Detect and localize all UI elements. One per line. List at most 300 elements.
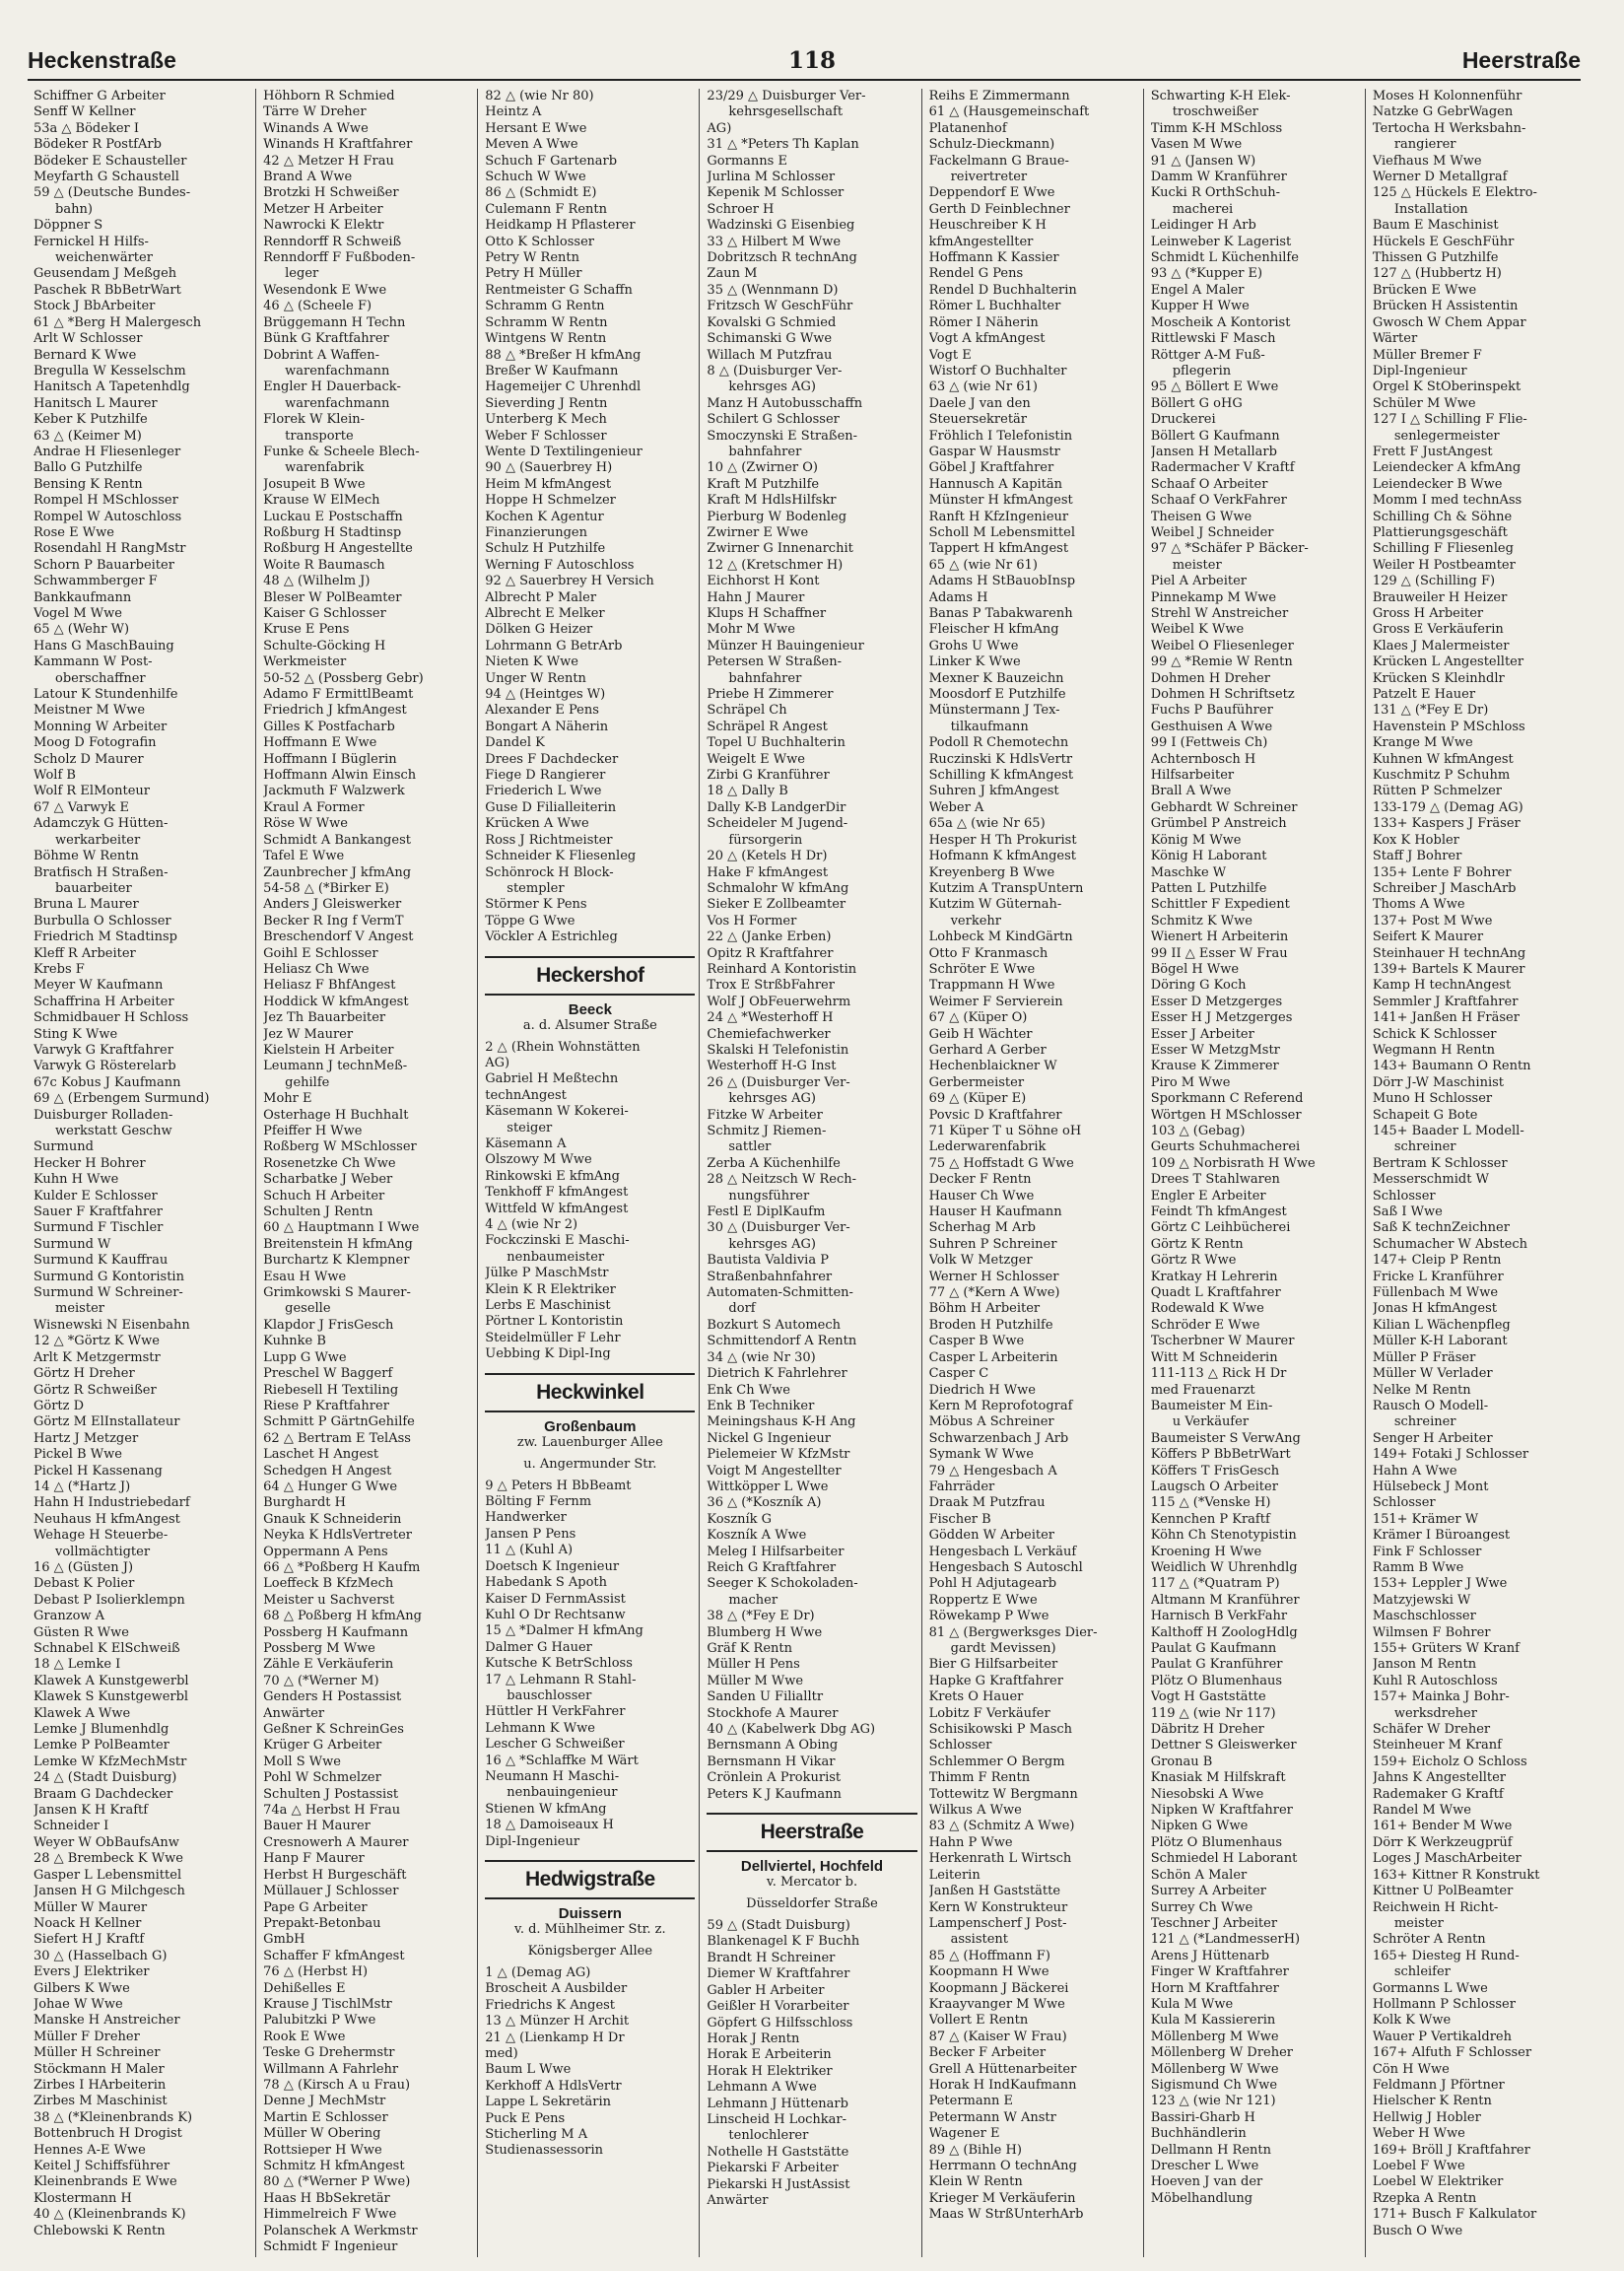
directory-entry: Wistorf O Buchhalter — [928, 363, 1067, 378]
directory-entry: Müller W Obering — [263, 2126, 381, 2142]
directory-entry: Brand A Wwe — [263, 170, 353, 185]
directory-entry: Werner H Schlosser — [928, 1269, 1059, 1284]
directory-entry: Friedrichs K Angest — [485, 1997, 616, 2013]
directory-entry: Enk Ch Wwe — [707, 1382, 790, 1398]
directory-entry: Braam G Dachdecker — [34, 1786, 173, 1802]
directory-entry: transporte — [285, 428, 354, 444]
directory-entry: Daele J van den — [928, 395, 1031, 411]
directory-entry: Handwerker — [485, 1510, 567, 1526]
directory-entry: Lappe L Sekretärin — [485, 2095, 612, 2110]
directory-entry: 83 △ (Schmitz A Wwe) — [928, 1819, 1075, 1834]
directory-entry: Anders J Gleiswerker — [263, 897, 402, 913]
directory-entry: Käsemann A — [485, 1136, 567, 1151]
directory-entry: Bertram K Schlosser — [1372, 1155, 1508, 1171]
directory-entry: Köffers P BbBetrWart — [1150, 1447, 1291, 1463]
directory-entry: Installation — [1393, 201, 1468, 217]
directory-entry: Volk W Metzger — [928, 1253, 1033, 1269]
directory-entry: 167+ Alfuth F Schlosser — [1372, 2045, 1532, 2061]
directory-entry: Göbel J Kraftfahrer — [928, 460, 1054, 476]
directory-entry: 119 △ (wie Nr 117) — [1150, 1705, 1276, 1721]
directory-entry: Engler H Dauerback- — [263, 379, 401, 395]
street-heading: Heckwinkel — [485, 1373, 695, 1412]
directory-entry: Klups H Schaffner — [707, 606, 827, 621]
directory-entry: Nelke M Rentn — [1372, 1382, 1471, 1398]
directory-entry: Bernard K Wwe — [34, 347, 137, 363]
directory-entry: Schräpel Ch — [707, 703, 787, 719]
directory-entry: Schimanski G Wwe — [707, 331, 833, 347]
directory-entry: u Verkäufer — [1172, 1414, 1250, 1430]
directory-entry: Wehage H Steuerbe- — [34, 1528, 169, 1544]
directory-entry: Petry H Müller — [485, 266, 582, 282]
directory-entry: Schulten J Rentn — [263, 1204, 373, 1220]
directory-entry: Leumann J technMeß- — [263, 1059, 408, 1074]
directory-entry: 18 △ Damoiseaux H — [485, 1818, 614, 1833]
directory-entry: Schuch W Wwe — [485, 170, 586, 185]
directory-entry: Böhme W Rentn — [34, 849, 139, 864]
directory-entry: Schmitz K Wwe — [1150, 913, 1252, 929]
directory-entry: Lederwarenfabrik — [928, 1139, 1047, 1155]
directory-entry: Pfeiffer H Wwe — [263, 1124, 363, 1138]
directory-entry: Vogt A kfmAngest — [928, 331, 1046, 347]
directory-entry: Schramm W Rentn — [485, 314, 608, 330]
directory-entry: 135+ Lente F Bohrer — [1372, 864, 1512, 880]
directory-entry: Schmiedel H Laborant — [1150, 1851, 1298, 1867]
directory-entry: Moosdorf E Putzhilfe — [928, 687, 1066, 703]
directory-entry: 15 △ *Dalmer H kfmAng — [485, 1623, 643, 1639]
directory-entry: Albrecht P Maler — [485, 589, 597, 605]
directory-entry: Surmund G Kontoristin — [34, 1269, 184, 1284]
directory-entry: Vogel M Wwe — [34, 606, 122, 621]
directory-entry: Hengesbach S Autoschl — [928, 1559, 1083, 1575]
directory-entry: Engel A Maler — [1150, 282, 1245, 298]
directory-entry: Bassiri-Gharb H — [1150, 2109, 1255, 2125]
directory-entry: Buchhändlerin — [1150, 2126, 1247, 2142]
directory-entry: Gasper L Lebensmittel — [34, 1867, 182, 1883]
directory-entry: Herrmann O technAng — [928, 2159, 1077, 2173]
directory-entry: Jez W Maurer — [263, 1026, 354, 1042]
directory-entry: Schilling F Fliesenleg — [1372, 541, 1514, 557]
directory-entry: 157+ Mainka J Bohr- — [1372, 1689, 1510, 1705]
directory-entry: Ruczinski K HdlsVertr — [928, 751, 1073, 767]
directory-entry: Hanitsch A Tapetenhdlg — [34, 379, 190, 395]
directory-entry: Hecker H Bohrer — [34, 1155, 146, 1171]
directory-entry: Laschet H Angest — [263, 1447, 379, 1463]
directory-entry: Luckau E Postschaffn — [263, 509, 403, 524]
directory-entry: 24 △ *Westerhoff H — [707, 1010, 834, 1026]
directory-entry: Willach M Putzfrau — [707, 347, 833, 363]
directory-entry: Klawek A Wwe — [34, 1705, 131, 1721]
directory-entry: 35 △ (Wennmann D) — [707, 282, 839, 298]
directory-entry: Saß I Wwe — [1372, 1204, 1443, 1220]
directory-entry: Fischer B — [928, 1511, 991, 1527]
directory-entry: Tärre W Dreher — [263, 104, 367, 120]
directory-entry: weichenwärter — [55, 250, 153, 266]
directory-entry: Leinweber K Lagerist — [1150, 234, 1292, 249]
directory-entry: nenbauingenieur — [507, 1785, 618, 1801]
directory-entry: Müller W Maurer — [34, 1899, 148, 1915]
directory-entry: Schlosser — [1372, 1495, 1436, 1511]
directory-entry: 131 △ (*Fey E Dr) — [1372, 703, 1489, 719]
directory-entry: Willmann A Fahrlehr — [263, 2061, 399, 2077]
directory-entry: Viefhaus M Wwe — [1372, 153, 1482, 169]
directory-entry: Köffers T FrisGesch — [1150, 1463, 1280, 1479]
directory-entry: Müller W Verlader — [1372, 1366, 1493, 1382]
directory-entry: 109 △ Norbisrath H Wwe — [1150, 1155, 1316, 1171]
directory-entry: Voigt M Angestellter — [707, 1463, 842, 1479]
directory-entry: 18 △ Dally B — [707, 784, 788, 799]
directory-entry: 87 △ (Kaiser W Frau) — [928, 2029, 1067, 2044]
directory-entry: Krause K Zimmerer — [1150, 1059, 1279, 1074]
directory-entry: Casper L Arbeiterin — [928, 1349, 1058, 1365]
directory-entry: Pinnekamp M Wwe — [1150, 589, 1277, 605]
directory-entry: Siefert H J Kraftf — [34, 1932, 145, 1948]
street-extent: zw. Lauenburger Allee — [516, 1434, 663, 1450]
directory-entry: Senff W Kellner — [34, 104, 136, 120]
directory-entry: Däbritz H Dreher — [1150, 1722, 1264, 1738]
directory-entry: Ranft H KfzIngenieur — [928, 509, 1069, 524]
directory-entry: Zwirner E Wwe — [707, 524, 809, 540]
directory-entry: Hollmann P Schlosser — [1372, 1996, 1516, 2012]
directory-entry: bauarbeiter — [55, 880, 132, 896]
directory-entry: Wauer P Vertikaldreh — [1372, 2029, 1512, 2044]
directory-entry: Baum L Wwe — [485, 2062, 572, 2078]
directory-entry: Matzyjewski W — [1372, 1592, 1471, 1608]
directory-entry: Kox K Hobler — [1372, 832, 1459, 848]
directory-entry: 33 △ Hilbert M Wwe — [707, 234, 842, 249]
directory-entry: Weyer W ObBaufsAnw — [34, 1834, 179, 1850]
directory-entry: Pickel H Kassenang — [34, 1463, 163, 1479]
directory-entry: Ross J Richtmeister — [485, 832, 613, 848]
directory-entry: Peters K J Kaufmann — [707, 1786, 842, 1802]
directory-entry: Bauer H Maurer — [263, 1819, 371, 1834]
directory-entry: Brüggemann H Techn — [263, 314, 406, 330]
directory-entry: Köhn Ch Stenotypistin — [1150, 1528, 1297, 1544]
directory-entry: Römer L Buchhalter — [928, 299, 1061, 314]
directory-column — [255, 89, 477, 2257]
directory-entry: Friedrich J kfmAngest — [263, 703, 407, 719]
directory-entry: Neumann H Maschi- — [485, 1768, 620, 1784]
directory-entry: Paulat G Kaufmann — [1150, 1641, 1277, 1656]
directory-entry: bahn) — [55, 201, 93, 217]
directory-entry: Wolf R ElMonteur — [34, 784, 150, 799]
directory-entry: Steuersekretär — [928, 412, 1028, 428]
directory-entry: troschweißer — [1172, 104, 1258, 120]
directory-columns — [34, 89, 1587, 2257]
directory-entry: Woite R Baumasch — [263, 557, 385, 573]
directory-entry: AG) — [485, 1055, 510, 1070]
directory-entry: Werner D Metallgraf — [1372, 170, 1508, 185]
directory-entry: Kennchen P Kraftf — [1150, 1511, 1270, 1527]
directory-entry: Schaffer F kfmAngest — [263, 1948, 405, 1963]
directory-entry: Stienen W kfmAng — [485, 1801, 607, 1817]
directory-entry: Rendel D Buchhalterin — [928, 282, 1077, 298]
directory-entry: Unterberg K Mech — [485, 412, 607, 428]
directory-entry: Fernickel H Hilfs- — [34, 234, 149, 249]
directory-entry: meister — [55, 1301, 104, 1317]
directory-entry: Evers J Elektriker — [34, 1964, 150, 1980]
directory-entry: Horak H Elektriker — [707, 2063, 833, 2079]
directory-entry: Bautista Valdivia P — [707, 1253, 829, 1269]
directory-entry: Münzer H Bauingenieur — [707, 638, 864, 654]
directory-entry: Güsten R Wwe — [34, 1624, 129, 1640]
directory-entry: Schwarting K-H Elek- — [1150, 89, 1291, 103]
directory-entry: Adamczyk G Hütten- — [34, 816, 169, 832]
directory-entry: Kern W Konstrukteur — [928, 1899, 1068, 1915]
directory-entry: 161+ Bender M Wwe — [1372, 1819, 1513, 1834]
directory-entry: Maschschlosser — [1372, 1609, 1476, 1624]
directory-entry: Wisnewski N Eisenbahn — [34, 1317, 190, 1333]
directory-column — [699, 89, 920, 2257]
directory-entry: Westerhoff H-G Inst — [707, 1059, 837, 1074]
directory-entry: Plötz O Blumenhaus — [1150, 1673, 1283, 1688]
directory-entry: Quadt L Kraftfahrer — [1150, 1285, 1281, 1301]
directory-entry: Lohrmann G BetrArb — [485, 638, 623, 654]
directory-entry: Rademaker G Kraftf — [1372, 1786, 1504, 1802]
directory-entry: Göpfert G Hilfsschloss — [707, 2015, 853, 2030]
directory-entry: Fritzsch W GeschFühr — [707, 299, 853, 314]
directory-entry: 48 △ (Wilhelm J) — [263, 574, 371, 589]
directory-entry: Hilfsarbeiter — [1150, 768, 1235, 784]
directory-entry: Symank W Wwe — [928, 1447, 1034, 1463]
directory-entry: Suhren J kfmAngest — [928, 784, 1059, 799]
directory-entry: Chlebowski K Rentn — [34, 2223, 166, 2238]
directory-entry: Debast P Isolierklempn — [34, 1592, 185, 1608]
directory-entry: Gabler H Arbeiter — [707, 1982, 825, 1998]
directory-entry: Josupeit B Wwe — [263, 476, 366, 492]
directory-entry: Manske H Anstreicher — [34, 2013, 180, 2029]
directory-entry: kfmAngestellter — [928, 234, 1034, 249]
directory-entry: Döring G Koch — [1150, 978, 1247, 994]
directory-entry: Schnabel K ElSchweiß — [34, 1641, 180, 1656]
directory-entry: Harnisch B VerkFahr — [1150, 1609, 1288, 1624]
directory-entry: Schramm G Rentn — [485, 299, 605, 314]
directory-entry: Wilmsen F Bohrer — [1372, 1624, 1491, 1640]
directory-entry: Rottsieper H Wwe — [263, 2142, 382, 2158]
directory-entry: 85 △ (Hoffmann F) — [928, 1948, 1050, 1963]
district-name: Beeck — [568, 1000, 612, 1018]
directory-entry: 121 △ (*LandmesserH) — [1150, 1932, 1301, 1948]
directory-entry: Kraul A Former — [263, 799, 365, 815]
directory-entry: Petermann E — [928, 2094, 1013, 2109]
street-extent: u. Angermunder Str. — [523, 1456, 657, 1472]
directory-entry: Dobritzsch R technAng — [707, 250, 857, 266]
directory-entry: 133-179 △ (Demag AG) — [1372, 799, 1523, 815]
directory-entry: Druckerei — [1150, 412, 1216, 428]
directory-entry: Hofmann K kfmAngest — [928, 849, 1077, 864]
directory-entry: Mexner K Bauzeichn — [928, 670, 1064, 686]
directory-entry: Semmler J Kraftfahrer — [1372, 994, 1519, 1009]
directory-entry: Tappert H kfmAngest — [928, 541, 1069, 557]
directory-column — [921, 89, 1143, 2257]
directory-entry: Guse D Filialleiterin — [485, 799, 617, 815]
directory-entry: Casper B Wwe — [928, 1334, 1025, 1349]
directory-entry: Bruna L Maurer — [34, 897, 139, 913]
directory-entry: Martin E Schlosser — [263, 2109, 388, 2125]
directory-entry: Reinhard A Kontoristin — [707, 961, 857, 977]
directory-entry: Dettner S Gleiswerker — [1150, 1738, 1297, 1754]
directory-entry: Gnauk K Schneiderin — [263, 1511, 402, 1527]
directory-entry: Sanden U Filialltr — [707, 1689, 824, 1705]
directory-entry: Hoffmann I Büglerin — [263, 751, 397, 767]
directory-entry: 143+ Baumann O Rentn — [1372, 1059, 1531, 1074]
directory-entry: Schmidt F Ingenieur — [263, 2239, 398, 2255]
directory-entry: Fahrräder — [928, 1479, 995, 1494]
directory-entry: Möbelhandlung — [1150, 2190, 1253, 2206]
directory-entry: 22 △ (Janke Erben) — [707, 929, 832, 945]
directory-entry: Kuhl O Dr Rechtsanw — [485, 1607, 626, 1622]
directory-entry: Becker R Ing f VermT — [263, 913, 404, 929]
directory-entry: Randel M Wwe — [1372, 1803, 1471, 1819]
directory-entry: 90 △ (Sauerbrey H) — [485, 460, 613, 476]
street-heading: Heckershof — [485, 956, 695, 996]
directory-entry: Steinheuer M Kranf — [1372, 1738, 1502, 1754]
directory-entry: Gödden W Arbeiter — [928, 1528, 1055, 1544]
directory-entry: Weber A — [928, 799, 984, 815]
directory-entry: Broscheit A Ausbilder — [485, 1981, 628, 1997]
directory-entry: Gilles K Postfacharb — [263, 719, 395, 734]
directory-entry: Müller M Wwe — [707, 1673, 804, 1688]
directory-entry: Trappmann H Wwe — [928, 978, 1055, 994]
directory-entry: Münster H kfmAngest — [928, 493, 1073, 509]
directory-entry: Linker K Wwe — [928, 654, 1021, 670]
directory-entry: Hechenblaickner W — [928, 1059, 1057, 1074]
directory-entry: Loeffeck B KfzMech — [263, 1576, 394, 1592]
directory-entry: Vogt H Gaststätte — [1150, 1689, 1266, 1705]
directory-entry: 24 △ (Stadt Duisburg) — [34, 1770, 177, 1786]
directory-entry: Kovalski G Schmied — [707, 314, 837, 330]
directory-entry: Vöckler A Estrichleg — [485, 929, 618, 945]
directory-entry: Esser H J Metzgerges — [1150, 1010, 1293, 1026]
directory-entry: Neyka K HdlsVertreter — [263, 1528, 413, 1544]
directory-entry: Scharbatke J Weber — [263, 1172, 393, 1188]
directory-entry: Kolk K Wwe — [1372, 2013, 1452, 2029]
directory-entry: Weigelt E Wwe — [707, 751, 805, 767]
directory-entry: oberschaffner — [55, 670, 146, 686]
directory-entry: Decker F Rentn — [928, 1172, 1032, 1188]
directory-entry: 69 △ (Erbengem Surmund) — [34, 1091, 210, 1107]
directory-entry: 81 △ (Bergwerksges Dier- — [928, 1624, 1098, 1640]
directory-entry: Polanschek A Werkmstr — [263, 2223, 418, 2238]
directory-entry: Skalski H Telefonistin — [707, 1042, 849, 1058]
directory-entry: Rinkowski E kfmAng — [485, 1168, 620, 1184]
directory-entry: 103 △ (Gebag) — [1150, 1124, 1246, 1138]
directory-entry: Weibel O Fliesenleger — [1150, 638, 1294, 654]
directory-entry: Breitenstein H kfmAng — [263, 1236, 413, 1252]
directory-entry: Bregulla W Kesselschm — [34, 363, 186, 378]
directory-entry: Schmidbauer H Schloss — [34, 1010, 189, 1026]
directory-entry: 111-113 △ Rick H Dr — [1150, 1366, 1287, 1382]
directory-entry: GmbH — [263, 1932, 305, 1948]
directory-entry: macherei — [1172, 201, 1234, 217]
directory-entry: Schulten J Postassist — [263, 1786, 399, 1802]
directory-entry: Dohmen H Schriftsetz — [1150, 687, 1295, 703]
directory-entry: bahnfahrer — [728, 444, 802, 459]
directory-entry: Zähle E Verkäuferin — [263, 1657, 394, 1673]
directory-column — [1143, 89, 1365, 2257]
directory-entry: Linscheid H Lochkar- — [707, 2111, 847, 2127]
directory-entry: Kulder E Schlosser — [34, 1188, 158, 1204]
directory-entry: Pörtner L Kontoristin — [485, 1314, 624, 1330]
district-name: Dellviertel, Hochfeld — [740, 1858, 884, 1876]
directory-entry: Cresnowerh A Maurer — [263, 1834, 409, 1850]
directory-entry: Leiendecker A kfmAng — [1372, 460, 1522, 476]
street-extent: Düsseldorfer Straße — [746, 1896, 878, 1912]
directory-entry: Rentmeister G Schaffn — [485, 282, 633, 298]
directory-entry: Noack H Kellner — [34, 1915, 142, 1931]
directory-entry: macher — [728, 1592, 778, 1608]
directory-entry: Gerhard A Gerber — [928, 1042, 1047, 1058]
directory-entry: Saß K technZeichner — [1372, 1220, 1510, 1236]
directory-entry: Brauweiler H Heizer — [1372, 589, 1508, 605]
directory-entry: Florek W Klein- — [263, 412, 366, 428]
directory-entry: Kula M Kassiererin — [1150, 2013, 1276, 2029]
directory-entry: Jülke P MaschMstr — [485, 1266, 609, 1281]
directory-entry: Finger W Kraftfahrer — [1150, 1964, 1289, 1980]
directory-entry: 36 △ (*Koszník A) — [707, 1495, 822, 1511]
directory-entry: Weiler H Postbeamter — [1372, 557, 1516, 573]
directory-entry: 28 △ Brembeck K Wwe — [34, 1851, 183, 1867]
directory-entry: Rendel G Pens — [928, 266, 1024, 282]
directory-entry: 127 △ (Hubbertz H) — [1372, 266, 1502, 282]
directory-entry: Schneider K Fliesenleg — [485, 849, 637, 864]
directory-entry: Tertocha H Werksbahn- — [1372, 120, 1526, 136]
directory-entry: kehrsgesellschaft — [728, 104, 844, 120]
directory-entry: Wesendonk E Wwe — [263, 282, 387, 298]
directory-entry: Anwärter — [707, 2192, 769, 2208]
directory-entry: Manz H Autobusschaffn — [707, 395, 863, 411]
directory-entry: 125 △ Hückels E Elektro- — [1372, 185, 1537, 201]
street-extent: v. Mercator b. — [766, 1875, 858, 1891]
directory-entry: Nothelle H Gaststätte — [707, 2144, 849, 2160]
directory-entry: 46 △ (Scheele F) — [263, 299, 372, 314]
directory-entry: Wagener E — [928, 2126, 1000, 2142]
directory-entry: technAngest — [485, 1087, 567, 1103]
directory-entry: Stockhofe A Maurer — [707, 1705, 839, 1721]
directory-entry: 68 △ Poßberg H kfmAng — [263, 1609, 422, 1624]
directory-entry: Loebel F Wwe — [1372, 2159, 1465, 2173]
directory-entry: geselle — [285, 1301, 331, 1317]
directory-entry: warenfachmann — [285, 395, 390, 411]
directory-entry: Schaffrina H Arbeiter — [34, 994, 174, 1009]
directory-entry: Meyer W Kaufmann — [34, 978, 164, 994]
directory-entry: Schick K Schlosser — [1372, 1026, 1497, 1042]
directory-entry: Metzer H Arbeiter — [263, 201, 383, 217]
directory-entry: Roßberg W MSchlosser — [263, 1139, 417, 1155]
directory-entry: Schmitt P GärtnGehilfe — [263, 1414, 415, 1430]
directory-entry: warenfabrik — [285, 460, 365, 476]
directory-entry: Vogt E — [928, 347, 972, 363]
directory-entry: 139+ Bartels K Maurer — [1372, 961, 1525, 977]
directory-entry: Römer I Näherin — [928, 314, 1039, 330]
directory-entry: Seifert K Maurer — [1372, 929, 1484, 945]
directory-entry: Schmalohr W kfmAng — [707, 880, 849, 896]
directory-entry: Geusendam J Meßgeh — [34, 266, 177, 282]
directory-entry: Moses H Kolonnenführ — [1372, 89, 1522, 103]
directory-entry: Klawek S Kunstgewerbl — [34, 1689, 189, 1705]
directory-entry: Dandel K — [485, 735, 545, 751]
directory-entry: Kutsche K BetrSchloss — [485, 1656, 633, 1672]
directory-entry: Draak M Putzfrau — [928, 1495, 1046, 1511]
directory-entry: Kleff R Arbeiter — [34, 945, 136, 961]
directory-entry: Werning F Autoschloss — [485, 557, 635, 573]
directory-entry: Teschner J Arbeiter — [1150, 1915, 1278, 1931]
directory-entry: Studienassessorin — [485, 2143, 604, 2159]
directory-entry: Hans G MaschBauing — [34, 638, 174, 654]
directory-entry: Dölken G Heizer — [485, 622, 593, 638]
directory-entry: Meyfarth G Schaustell — [34, 170, 179, 185]
directory-entry: Plötz O Blumenhaus — [1150, 1834, 1283, 1850]
directory-entry: Hanitsch L Maurer — [34, 395, 158, 411]
